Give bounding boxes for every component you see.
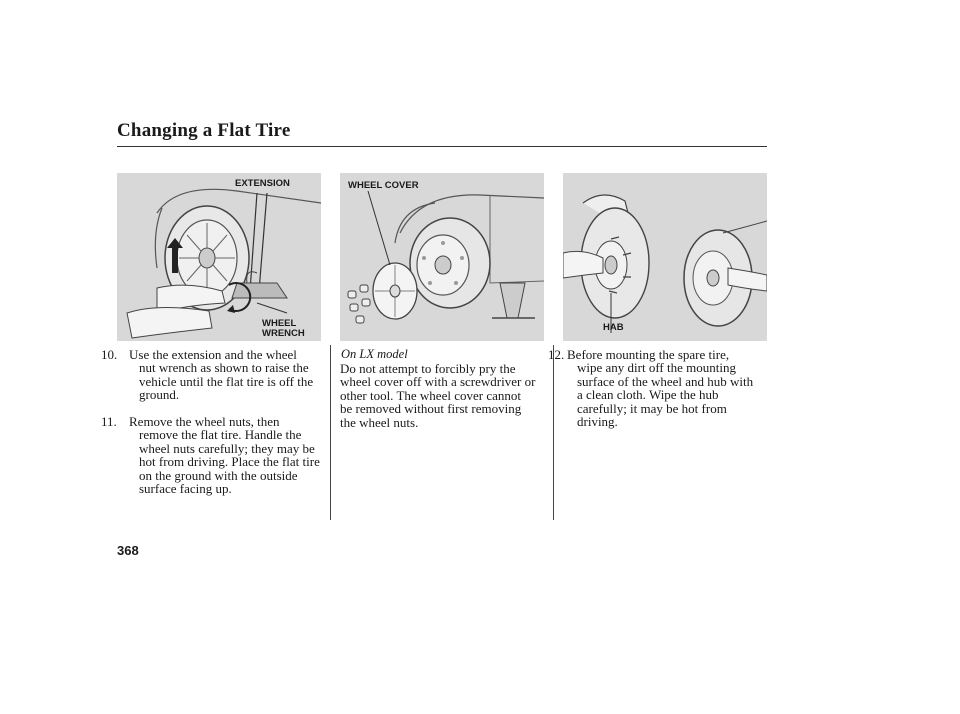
label-wheel-wrench-line1: WHEEL [262, 318, 297, 329]
step-text-line: surface of the wheel and hub with [577, 373, 754, 389]
step-text-line: surface facing up. [139, 481, 232, 497]
step-text-line: remove the flat tire. Handle the [139, 427, 302, 443]
step-text-line: hot from driving. Place the flat tire [139, 454, 320, 470]
label-wheel-cover: WHEEL COVER [348, 180, 419, 191]
step-number: 12. [548, 347, 565, 362]
model-note: On LX model [341, 347, 408, 361]
step-number: 10. [101, 347, 118, 362]
wheel-cover-illustration [340, 173, 544, 341]
label-extension: EXTENSION [235, 178, 290, 189]
figure-jack-wrench [117, 173, 321, 341]
column-divider-left [330, 345, 331, 520]
jack-wrench-illustration [117, 173, 321, 341]
step-text-line: nut wrench as shown to raise the [139, 360, 309, 376]
step-text-line: Use the extension and the wheel [129, 347, 297, 362]
paragraph-line: wheel cover off with a screwdriver or [340, 374, 536, 390]
step-text-line: wipe any dirt off the mounting [577, 360, 736, 376]
step-number: 11. [101, 414, 117, 429]
hub-illustration [563, 173, 767, 341]
step-text-line: vehicle until the flat tire is off the [139, 373, 314, 389]
step-text-line: driving. [577, 414, 618, 430]
paragraph-line: be removed without first removing [340, 401, 522, 417]
step-text-line: Before mounting the spare tire, [567, 347, 730, 362]
paragraph-line: the wheel nuts. [340, 414, 419, 430]
step-text-line: ground. [139, 387, 180, 403]
paragraph-line: Do not attempt to forcibly pry the [340, 361, 516, 376]
column-divider-right [553, 345, 554, 520]
title-divider [117, 146, 767, 147]
label-hab: HAB [603, 322, 624, 333]
page-number: 368 [117, 543, 139, 558]
paragraph-line: other tool. The wheel cover cannot [340, 387, 521, 403]
wheel-cover-paragraph [340, 362, 550, 429]
step-text-line: Remove the wheel nuts, then [129, 414, 280, 429]
figure-wheel-cover [340, 173, 544, 341]
page-title: Changing a Flat Tire [117, 120, 291, 141]
step-text-line: on the ground with the outside [139, 467, 298, 483]
label-wheel-wrench-line2: WRENCH [262, 328, 305, 339]
step-text-line: carefully; it may be hot from [577, 400, 727, 416]
step-text-line: wheel nuts carefully; they may be [139, 440, 315, 456]
step-text-line: a clean cloth. Wipe the hub [577, 387, 719, 403]
figure-hub [563, 173, 767, 341]
